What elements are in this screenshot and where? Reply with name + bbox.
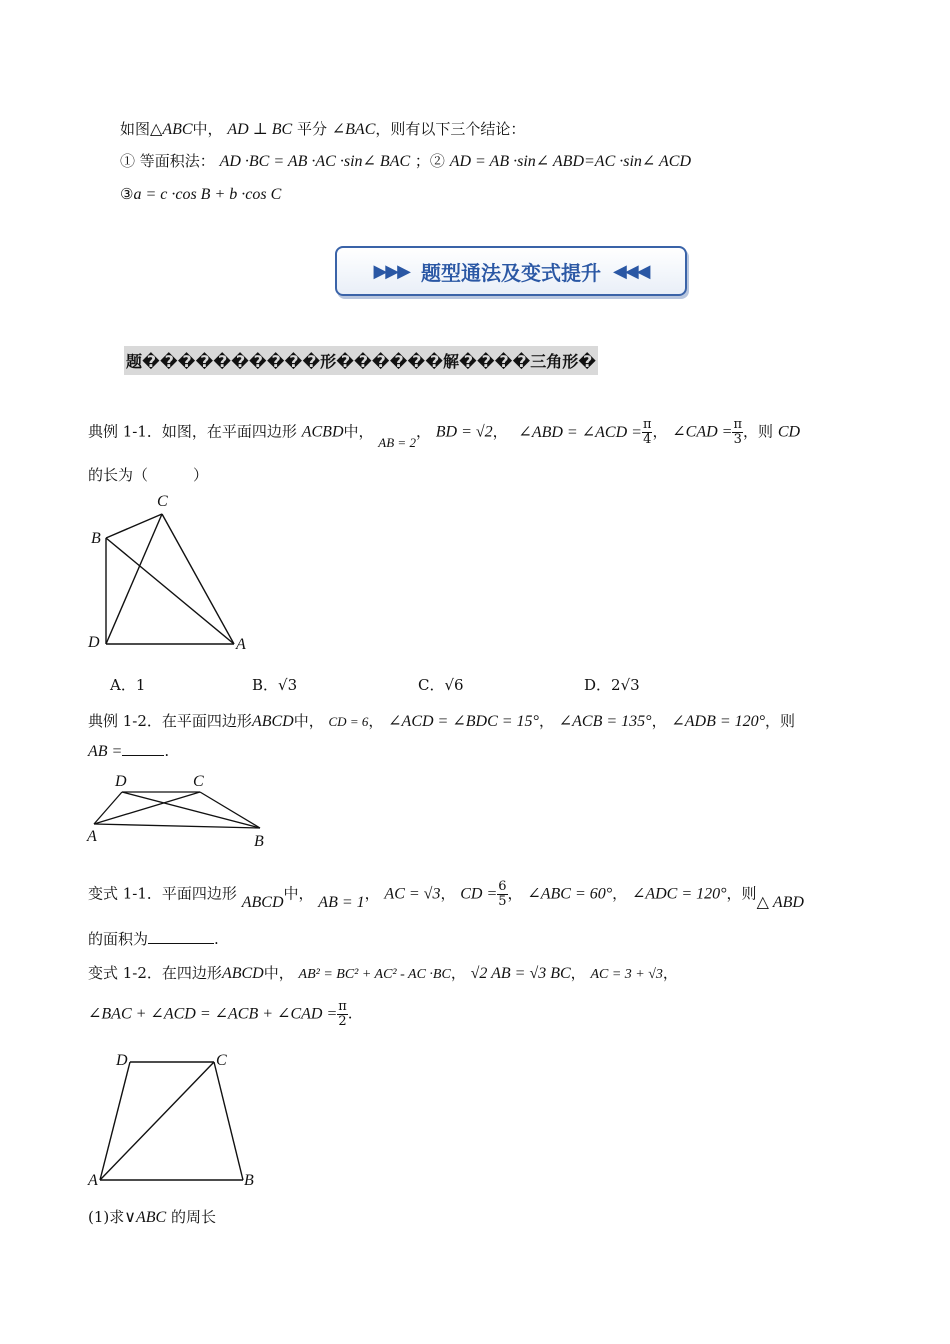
- text: 典例 1-2．在平面四边形: [88, 712, 252, 730]
- text: 变式 1-2．在四边形: [88, 964, 222, 982]
- fig-label: B: [244, 1172, 254, 1189]
- math: ABCD: [221, 965, 264, 982]
- math: ∠ABC = 60°: [527, 885, 613, 903]
- math: △ ABD: [756, 893, 804, 911]
- option-value: 2√3: [611, 676, 640, 694]
- section-banner: [335, 246, 687, 296]
- math: CD = 6: [328, 714, 369, 729]
- math: ∠CAD =: [672, 423, 733, 441]
- fig-label: B: [91, 530, 101, 547]
- math: AC = 3 + √3: [590, 967, 663, 982]
- numerator: π: [642, 417, 652, 432]
- math: ∠BAC + ∠ACD = ∠ACB + ∠CAD =: [88, 1005, 338, 1023]
- fig-label: D: [116, 1052, 128, 1069]
- fraction: [642, 418, 653, 447]
- math: AB = 2: [378, 434, 416, 450]
- fraction: [732, 418, 743, 447]
- edge-cb: [200, 792, 260, 828]
- math: AD ⊥ BC: [227, 121, 293, 138]
- variant-1-1-line-2: 的面积为 .: [88, 930, 219, 948]
- variant-1-2-part-1: [88, 1206, 216, 1227]
- answer-blank[interactable]: [148, 943, 214, 944]
- text: 典例 1-1．如图，在平面四边形: [88, 422, 297, 441]
- variant-1-2-line-2: ∠BAC + ∠ACD = ∠ACB + ∠CAD = $\frac{\pi}{2}$ .: [88, 999, 353, 1029]
- text: 中，: [293, 712, 324, 730]
- edge-ab: [94, 824, 260, 828]
- text: 变式 1-1．平面四边形: [88, 884, 237, 903]
- fraction: [337, 1000, 348, 1029]
- fig-label: A: [236, 636, 246, 653]
- denominator: 4: [643, 432, 652, 447]
- text: (1)求: [88, 1208, 125, 1226]
- intro-line-1: [120, 118, 525, 139]
- edge-cb: [214, 1062, 243, 1180]
- numerator: π: [338, 999, 347, 1014]
- edge-ba: [106, 538, 234, 644]
- section-heading: 题����������形������解����三角形�: [124, 346, 598, 375]
- left-arrows-icon: ◀◀◀: [613, 260, 649, 282]
- edge-da: [100, 1062, 130, 1180]
- option-label: C．: [418, 676, 445, 694]
- math: AD = AB ·sin∠ ABD=AC ·sin∠ ACD: [449, 153, 692, 170]
- math: AD ·BC = AB ·AC ·sin∠ BAC: [219, 153, 411, 170]
- option-c[interactable]: [418, 674, 464, 695]
- math: ∠ADC = 120°: [631, 885, 727, 903]
- edge-ac: [100, 1062, 214, 1180]
- text: 平分: [296, 120, 327, 138]
- math: AB =: [88, 743, 123, 760]
- text: ，则: [743, 422, 774, 441]
- math: AB = 1: [318, 893, 365, 911]
- fig-label: A: [88, 1172, 98, 1189]
- figure-1-2: [80, 770, 280, 850]
- example-1-1-line-2: 的长为（ ）: [88, 466, 209, 484]
- fig-label: D: [115, 773, 127, 790]
- math: △ABC: [150, 121, 193, 138]
- answer-blank[interactable]: [122, 755, 164, 756]
- math: a = c ·cos B + b ·cos C: [133, 186, 282, 203]
- fig-label: B: [254, 833, 264, 850]
- text: 如图: [120, 120, 151, 138]
- fig-label: C: [157, 493, 168, 510]
- math: ABCD: [241, 893, 284, 911]
- text: ，则: [726, 884, 757, 903]
- option-label: D．: [584, 676, 612, 694]
- numerator: π: [733, 417, 743, 432]
- text: 中，: [343, 422, 374, 441]
- text: 中，: [263, 964, 294, 982]
- example-1-1-question: 典例 1-1．如图，在平面四边形 ACBD中， AB = 2， BD = √2， ∠ABD = ∠ACD = $\frac{\pi}{4}$ ， ∠CAD = $\frac{\pi}{3}$ ，则 CD: [88, 417, 801, 450]
- figure-1-1: [80, 490, 270, 660]
- math: ∨ABC: [124, 1209, 167, 1226]
- example-1-2-question: 典例 1-2．在平面四边形ABCD中， CD = 6， ∠ACD = ∠BDC = 15°， ∠ACB = 135°， ∠ADB = 120°，则: [88, 712, 796, 730]
- text: ，则有以下三个结论：: [375, 120, 526, 138]
- math: AB² = BC² + AC² - AC ·BC: [298, 967, 451, 982]
- fig-label: C: [216, 1052, 227, 1069]
- fig-label: D: [88, 634, 100, 651]
- math: ∠BAC: [331, 121, 376, 138]
- math: ABCD: [251, 713, 294, 730]
- math: ∠ACD = ∠BDC = 15°: [388, 713, 539, 730]
- text: ，则: [765, 712, 796, 730]
- denominator: 3: [733, 432, 742, 447]
- edge-db: [122, 792, 260, 828]
- intro-line-3: [120, 185, 281, 204]
- math: CD =: [460, 885, 498, 903]
- text: 中，: [192, 120, 223, 138]
- variant-1-2-question: 变式 1-2．在四边形ABCD中， AB² = BC² + AC² - AC ·BC， √2 AB = √3 BC， AC = 3 + √3，: [88, 964, 678, 982]
- option-b[interactable]: [252, 674, 297, 695]
- fig-label: C: [193, 773, 204, 790]
- option-d[interactable]: [584, 674, 640, 695]
- denominator: 5: [498, 894, 507, 909]
- variant-1-1-question: 变式 1-1．平面四边形 ABCD中， AB = 1， AC = √3， CD = $\frac{6}{5}$ ， ∠ABC = 60°， ∠ADC = 120°，则△ ABD: [88, 879, 804, 911]
- banner-title: 题型通法及变式提升: [421, 260, 601, 285]
- math: ∠ADB = 120°: [671, 713, 766, 730]
- option-value: √3: [278, 676, 298, 694]
- denominator: 2: [338, 1014, 347, 1029]
- edge-cd: [106, 514, 162, 644]
- edge-ca: [162, 514, 234, 644]
- math: ∠ACB = 135°: [558, 713, 652, 730]
- math: BD = √2: [435, 423, 493, 441]
- text: ；②: [414, 152, 445, 170]
- option-a[interactable]: [110, 674, 145, 695]
- option-label: A．: [110, 676, 136, 694]
- right-arrows-icon: ▶▶▶: [373, 260, 409, 282]
- text: 中，: [283, 884, 314, 903]
- text: 的周长: [170, 1208, 216, 1226]
- text: 的面积为: [88, 930, 149, 948]
- figure-1-2-variant: [80, 1050, 280, 1190]
- fig-label: A: [87, 828, 97, 845]
- example-1-2-answer-line: AB = .: [88, 742, 170, 760]
- math: AC = √3: [384, 885, 441, 903]
- text: ③: [120, 185, 134, 203]
- option-value: √6: [444, 676, 464, 694]
- fraction: [497, 880, 507, 909]
- math: ∠ABD = ∠ACD =: [518, 423, 642, 441]
- math: CD: [777, 423, 801, 441]
- numerator: 6: [498, 879, 507, 894]
- math: ACBD: [301, 423, 344, 441]
- math: √2 AB = √3 BC: [470, 965, 571, 982]
- intro-line-2: [120, 150, 691, 171]
- option-value: 1: [135, 676, 146, 694]
- option-label: B．: [252, 676, 279, 694]
- text: ① 等面积法：: [120, 152, 215, 170]
